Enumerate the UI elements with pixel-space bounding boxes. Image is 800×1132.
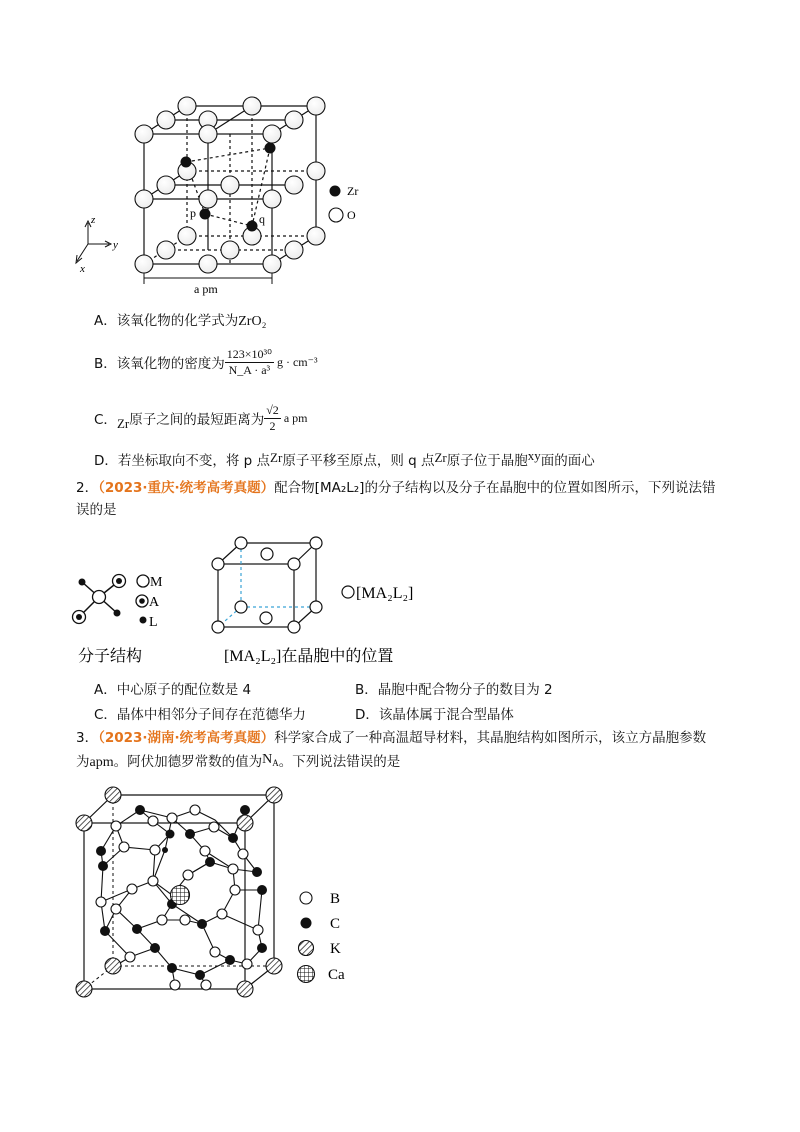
legend-k-label: K — [330, 941, 341, 957]
label-q: q — [259, 212, 265, 226]
q3-stem-line1: 3．（2023·湖南·统考高考真题）科学家合成了一种高温超导材料，其晶胞结构如图所示，该立方晶胞参数 — [76, 730, 707, 746]
axis-x-label: x — [80, 263, 85, 275]
axis-y-label: y — [113, 239, 118, 251]
density-fraction: $\frac{\text{123×10³⁰}}{\text{N\_A · a³}}$ — [226, 346, 272, 377]
legend-o-label: O — [347, 208, 356, 222]
cell-legend-label: [MA₂L₂] — [356, 585, 414, 602]
oxygen-atoms — [135, 97, 325, 273]
cell-caption: [MA₂L₂]在晶胞中的位置 — [224, 648, 394, 665]
legend-a-label: A — [149, 595, 160, 610]
legend-c-label: C — [330, 916, 341, 932]
q2-option-d: D．该晶体属于混合型晶体 — [355, 707, 514, 723]
molecule-caption: 分子结构 — [78, 648, 143, 665]
legend-b-label: B — [330, 891, 341, 907]
legend-ca-icon — [298, 966, 315, 983]
q3-figure — [60, 780, 380, 1010]
axes-icon — [76, 221, 111, 263]
legend-mol-icon — [342, 586, 354, 598]
q2-source: （2023·重庆·统考高考真题） — [98, 480, 275, 496]
q3-source: （2023·湖南·统考高考真题） — [98, 730, 275, 746]
q1-crystal-figure — [60, 80, 380, 320]
q2-option-c: C．晶体中相邻分子间存在范德华力 — [94, 707, 306, 723]
axis-z-label: z — [91, 214, 96, 226]
legend-c-icon — [301, 918, 312, 929]
legend-b-icon — [300, 892, 312, 904]
legend-m-icon — [137, 575, 149, 587]
legend-l-label: L — [149, 615, 158, 630]
q3-stem-line2: 为apm。阿伏加德罗常数的值为NA。下列说法错误的是 — [76, 752, 401, 770]
molecule-positions — [212, 537, 322, 633]
q2-option-a: A．中心原子的配位数是 4 — [94, 682, 252, 698]
q2-option-b: B．晶胞中配合物分子的数目为 2 — [355, 682, 553, 698]
q1-option-a: A．该氧化物的化学式为ZrO₂ — [94, 313, 267, 329]
legend-k-icon — [299, 941, 314, 956]
q2-stem-line1: 2．（2023·重庆·统考高考真题）配合物[MA₂L₂]的分子结构以及分子在晶胞中的位置如图所示，下列说法错 — [76, 480, 716, 496]
q1-option-d: D．若坐标取向不变，将 p 点Zr原子平移至原点，则 q 点Zr原子位于晶胞xy面的面心 — [94, 448, 595, 469]
dimension-label: a pm — [194, 282, 218, 296]
q2-figure — [60, 528, 440, 676]
q2-stem-line2: 误的是 — [76, 502, 117, 518]
legend-o-icon — [329, 208, 343, 222]
q1-option-c: C． Zr 原子之间的最短距离为 $\frac{√2}{2}$ a pm — [94, 402, 308, 433]
legend-l-icon — [140, 617, 147, 624]
q1-option-b: B．该氧化物的密度为 $\frac{\text{123×10³⁰}}{\text{N\_A · a³}}$ g · cm⁻³ — [94, 346, 318, 377]
legend-ca-label: Ca — [328, 967, 345, 983]
formula-zro2: ZrO₂ — [238, 314, 267, 329]
calcium-atom — [171, 886, 190, 905]
legend-zr-label: Zr — [347, 184, 359, 198]
legend-m-label: M — [150, 575, 163, 590]
distance-fraction: $\frac{√2}{2}$ — [266, 402, 279, 433]
legend-zr-icon — [330, 186, 341, 197]
label-p: p — [190, 206, 196, 220]
